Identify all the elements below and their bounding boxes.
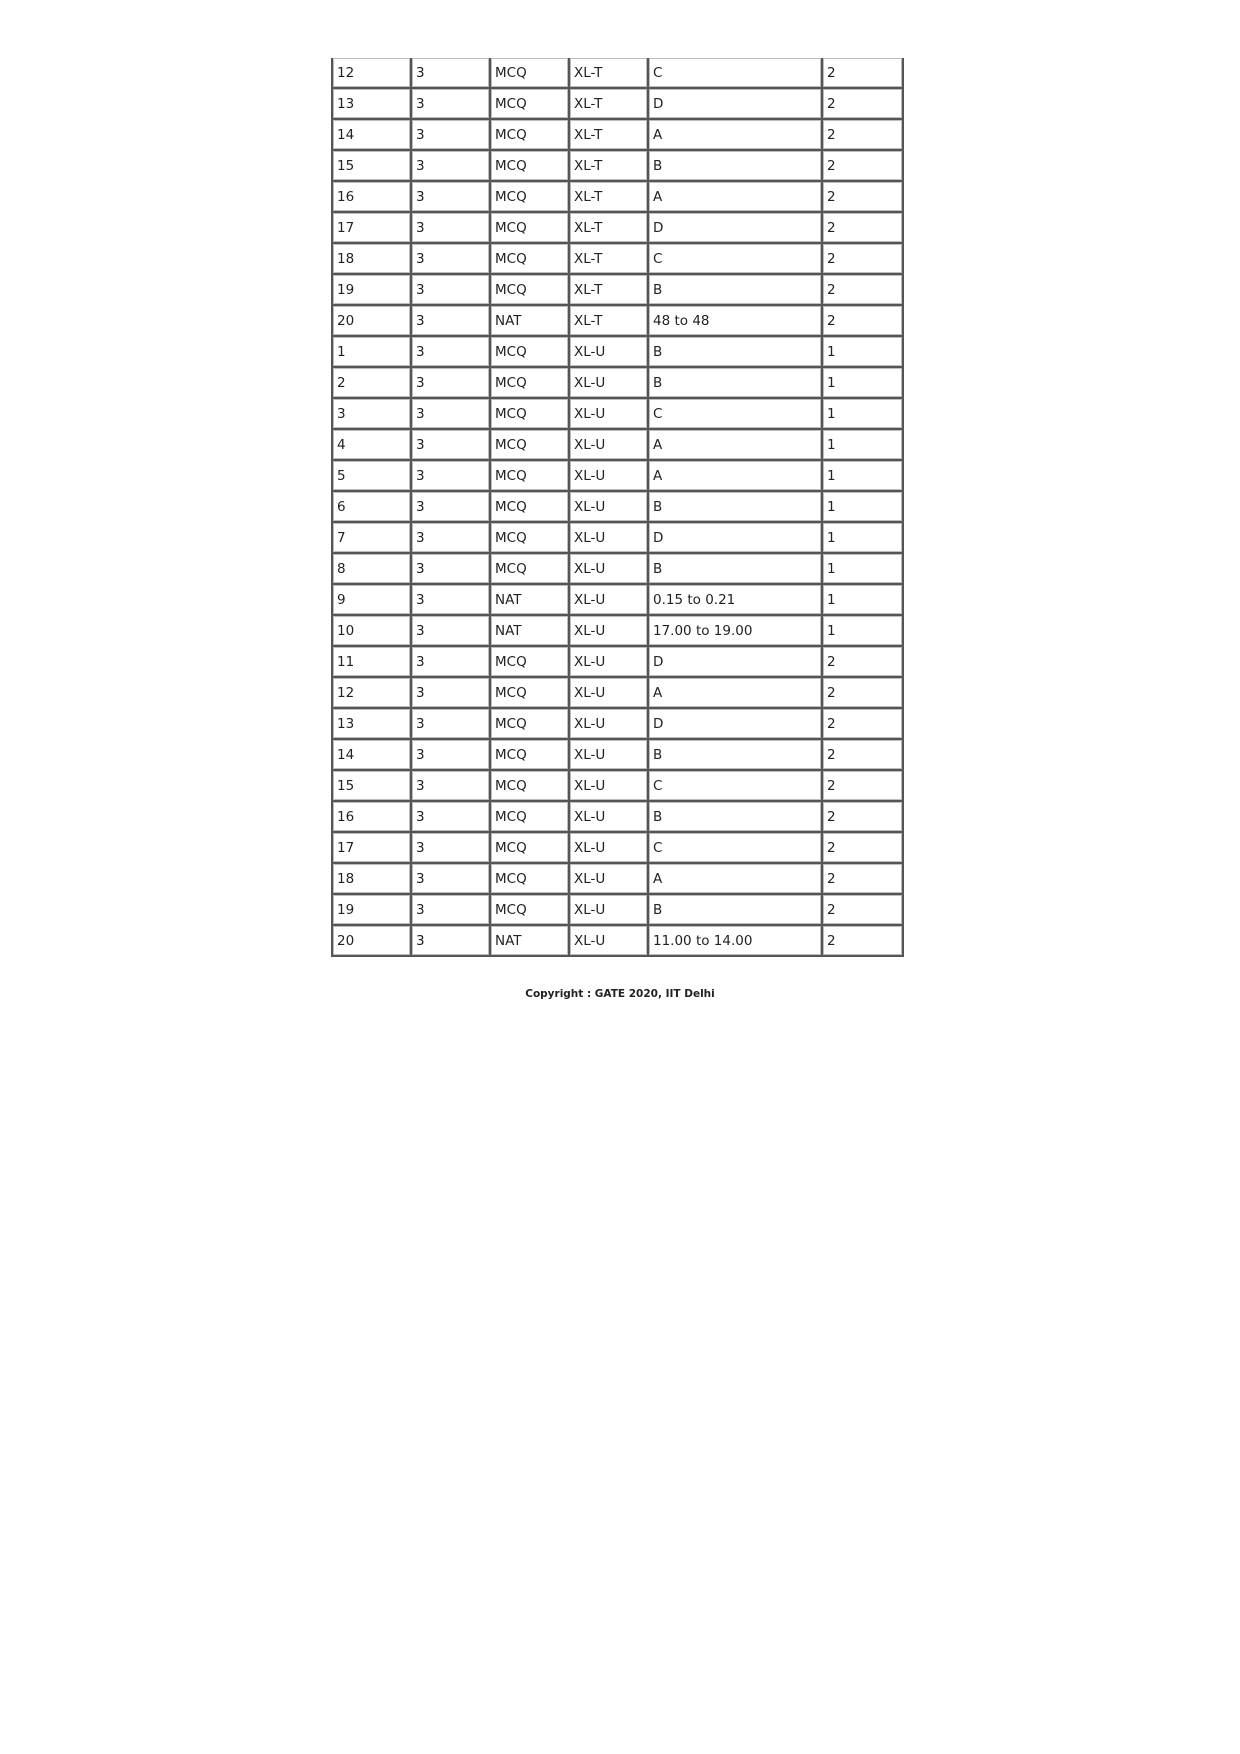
session-cell: 3: [411, 832, 490, 863]
answer-key-cell: 17.00 to 19.00: [648, 615, 822, 646]
session-cell: 3: [411, 615, 490, 646]
question-number-cell: 9: [332, 584, 411, 615]
question-number-cell: 10: [332, 615, 411, 646]
table-row: [332, 894, 903, 925]
table-row: [332, 832, 903, 863]
marks-cell: 2: [822, 832, 903, 863]
section-cell: XL-T: [569, 181, 648, 212]
table-row: [332, 181, 903, 212]
question-number-cell: 14: [332, 119, 411, 150]
table-row: [332, 615, 903, 646]
session-cell: 3: [411, 522, 490, 553]
section-cell: XL-U: [569, 429, 648, 460]
marks-cell: 1: [822, 429, 903, 460]
question-type-cell: MCQ: [490, 58, 569, 88]
table-row: [332, 367, 903, 398]
session-cell: 3: [411, 429, 490, 460]
marks-cell: 1: [822, 367, 903, 398]
table-row: [332, 58, 903, 88]
session-cell: 3: [411, 398, 490, 429]
answer-key-cell: D: [648, 212, 822, 243]
answer-key-cell: B: [648, 553, 822, 584]
marks-cell: 2: [822, 801, 903, 832]
answer-key-cell: C: [648, 58, 822, 88]
question-number-cell: 15: [332, 770, 411, 801]
session-cell: 3: [411, 863, 490, 894]
answer-key-cell: 48 to 48: [648, 305, 822, 336]
session-cell: 3: [411, 336, 490, 367]
table-row: [332, 708, 903, 739]
table-row: [332, 243, 903, 274]
question-number-cell: 19: [332, 274, 411, 305]
table-row: [332, 274, 903, 305]
section-cell: XL-U: [569, 491, 648, 522]
marks-cell: 2: [822, 677, 903, 708]
question-number-cell: 1: [332, 336, 411, 367]
question-number-cell: 17: [332, 832, 411, 863]
question-type-cell: NAT: [490, 925, 569, 956]
question-type-cell: MCQ: [490, 708, 569, 739]
section-cell: XL-T: [569, 212, 648, 243]
question-number-cell: 20: [332, 925, 411, 956]
marks-cell: 2: [822, 770, 903, 801]
question-number-cell: 6: [332, 491, 411, 522]
section-cell: XL-U: [569, 832, 648, 863]
answer-key-cell: B: [648, 491, 822, 522]
session-cell: 3: [411, 243, 490, 274]
session-cell: 3: [411, 212, 490, 243]
question-number-cell: 13: [332, 88, 411, 119]
section-cell: XL-T: [569, 274, 648, 305]
section-cell: XL-U: [569, 584, 648, 615]
section-cell: XL-U: [569, 367, 648, 398]
marks-cell: 2: [822, 305, 903, 336]
table-row: [332, 553, 903, 584]
question-type-cell: MCQ: [490, 398, 569, 429]
marks-cell: 2: [822, 646, 903, 677]
marks-cell: 1: [822, 491, 903, 522]
question-number-cell: 5: [332, 460, 411, 491]
session-cell: 3: [411, 181, 490, 212]
question-type-cell: MCQ: [490, 894, 569, 925]
marks-cell: 1: [822, 553, 903, 584]
session-cell: 3: [411, 646, 490, 677]
section-cell: XL-U: [569, 646, 648, 677]
table-row: [332, 336, 903, 367]
question-number-cell: 20: [332, 305, 411, 336]
answer-key-cell: B: [648, 801, 822, 832]
session-cell: 3: [411, 88, 490, 119]
question-type-cell: MCQ: [490, 274, 569, 305]
session-cell: 3: [411, 708, 490, 739]
section-cell: XL-U: [569, 863, 648, 894]
session-cell: 3: [411, 553, 490, 584]
question-type-cell: MCQ: [490, 243, 569, 274]
session-cell: 3: [411, 491, 490, 522]
table-row: [332, 522, 903, 553]
session-cell: 3: [411, 119, 490, 150]
section-cell: XL-U: [569, 615, 648, 646]
table-row: [332, 925, 903, 956]
question-number-cell: 15: [332, 150, 411, 181]
section-cell: XL-U: [569, 398, 648, 429]
copyright-footer: Copyright : GATE 2020, IIT Delhi: [525, 988, 715, 1000]
marks-cell: 1: [822, 615, 903, 646]
question-type-cell: MCQ: [490, 336, 569, 367]
question-type-cell: NAT: [490, 584, 569, 615]
table-row: [332, 429, 903, 460]
table-row: [332, 863, 903, 894]
question-number-cell: 13: [332, 708, 411, 739]
answer-key-cell: A: [648, 677, 822, 708]
table-row: [332, 491, 903, 522]
answer-key-cell: D: [648, 708, 822, 739]
marks-cell: 2: [822, 708, 903, 739]
question-type-cell: MCQ: [490, 677, 569, 708]
table-row: [332, 305, 903, 336]
session-cell: 3: [411, 58, 490, 88]
question-type-cell: MCQ: [490, 88, 569, 119]
question-number-cell: 12: [332, 58, 411, 88]
question-type-cell: MCQ: [490, 119, 569, 150]
section-cell: XL-T: [569, 88, 648, 119]
question-type-cell: NAT: [490, 305, 569, 336]
question-type-cell: MCQ: [490, 646, 569, 677]
question-number-cell: 8: [332, 553, 411, 584]
session-cell: 3: [411, 305, 490, 336]
question-number-cell: 16: [332, 181, 411, 212]
table-row: [332, 646, 903, 677]
question-type-cell: MCQ: [490, 491, 569, 522]
table-row: [332, 119, 903, 150]
marks-cell: 2: [822, 181, 903, 212]
table-row: [332, 770, 903, 801]
answer-key-cell: D: [648, 88, 822, 119]
section-cell: XL-U: [569, 553, 648, 584]
section-cell: XL-T: [569, 58, 648, 88]
session-cell: 3: [411, 677, 490, 708]
marks-cell: 2: [822, 212, 903, 243]
answer-key-cell: A: [648, 181, 822, 212]
marks-cell: 2: [822, 925, 903, 956]
question-type-cell: MCQ: [490, 863, 569, 894]
answer-key-cell: C: [648, 398, 822, 429]
question-type-cell: MCQ: [490, 832, 569, 863]
section-cell: XL-T: [569, 150, 648, 181]
session-cell: 3: [411, 274, 490, 305]
marks-cell: 2: [822, 894, 903, 925]
answer-key-cell: B: [648, 894, 822, 925]
section-cell: XL-T: [569, 119, 648, 150]
section-cell: XL-T: [569, 243, 648, 274]
answer-key-cell: B: [648, 739, 822, 770]
question-number-cell: 11: [332, 646, 411, 677]
marks-cell: 2: [822, 863, 903, 894]
answer-key-cell: B: [648, 367, 822, 398]
session-cell: 3: [411, 925, 490, 956]
question-type-cell: MCQ: [490, 801, 569, 832]
answer-key-table: [331, 58, 904, 957]
answer-key-cell: C: [648, 770, 822, 801]
answer-key-table-body: [332, 58, 903, 956]
question-type-cell: MCQ: [490, 553, 569, 584]
question-number-cell: 19: [332, 894, 411, 925]
table-row: [332, 88, 903, 119]
answer-key-cell: C: [648, 832, 822, 863]
question-type-cell: MCQ: [490, 460, 569, 491]
answer-key-cell: D: [648, 522, 822, 553]
table-row: [332, 677, 903, 708]
answer-key-cell: B: [648, 336, 822, 367]
question-type-cell: MCQ: [490, 770, 569, 801]
table-row: [332, 739, 903, 770]
marks-cell: 2: [822, 119, 903, 150]
table-row: [332, 212, 903, 243]
session-cell: 3: [411, 460, 490, 491]
session-cell: 3: [411, 739, 490, 770]
section-cell: XL-U: [569, 708, 648, 739]
session-cell: 3: [411, 150, 490, 181]
question-number-cell: 7: [332, 522, 411, 553]
section-cell: XL-U: [569, 925, 648, 956]
question-number-cell: 14: [332, 739, 411, 770]
question-number-cell: 18: [332, 243, 411, 274]
question-type-cell: MCQ: [490, 212, 569, 243]
answer-key-cell: A: [648, 863, 822, 894]
question-number-cell: 18: [332, 863, 411, 894]
answer-key-cell: B: [648, 150, 822, 181]
question-number-cell: 16: [332, 801, 411, 832]
session-cell: 3: [411, 770, 490, 801]
question-number-cell: 12: [332, 677, 411, 708]
section-cell: XL-U: [569, 801, 648, 832]
marks-cell: 1: [822, 522, 903, 553]
answer-key-cell: D: [648, 646, 822, 677]
marks-cell: 2: [822, 88, 903, 119]
marks-cell: 1: [822, 584, 903, 615]
marks-cell: 2: [822, 274, 903, 305]
marks-cell: 2: [822, 739, 903, 770]
answer-key-cell: A: [648, 429, 822, 460]
question-type-cell: NAT: [490, 615, 569, 646]
marks-cell: 1: [822, 336, 903, 367]
question-type-cell: MCQ: [490, 181, 569, 212]
table-row: [332, 460, 903, 491]
marks-cell: 1: [822, 398, 903, 429]
question-type-cell: MCQ: [490, 150, 569, 181]
session-cell: 3: [411, 801, 490, 832]
table-row: [332, 150, 903, 181]
section-cell: XL-T: [569, 305, 648, 336]
session-cell: 3: [411, 367, 490, 398]
section-cell: XL-U: [569, 770, 648, 801]
question-number-cell: 17: [332, 212, 411, 243]
session-cell: 3: [411, 584, 490, 615]
section-cell: XL-U: [569, 522, 648, 553]
marks-cell: 1: [822, 460, 903, 491]
marks-cell: 2: [822, 150, 903, 181]
section-cell: XL-U: [569, 677, 648, 708]
question-type-cell: MCQ: [490, 429, 569, 460]
answer-key-cell: A: [648, 119, 822, 150]
session-cell: 3: [411, 894, 490, 925]
section-cell: XL-U: [569, 460, 648, 491]
section-cell: XL-U: [569, 894, 648, 925]
answer-key-cell: 0.15 to 0.21: [648, 584, 822, 615]
question-number-cell: 4: [332, 429, 411, 460]
question-type-cell: MCQ: [490, 522, 569, 553]
section-cell: XL-U: [569, 336, 648, 367]
table-row: [332, 398, 903, 429]
table-row: [332, 801, 903, 832]
marks-cell: 2: [822, 58, 903, 88]
section-cell: XL-U: [569, 739, 648, 770]
question-number-cell: 3: [332, 398, 411, 429]
question-number-cell: 2: [332, 367, 411, 398]
question-type-cell: MCQ: [490, 367, 569, 398]
answer-key-cell: 11.00 to 14.00: [648, 925, 822, 956]
answer-key-cell: A: [648, 460, 822, 491]
answer-key-cell: B: [648, 274, 822, 305]
answer-key-cell: C: [648, 243, 822, 274]
question-type-cell: MCQ: [490, 739, 569, 770]
marks-cell: 2: [822, 243, 903, 274]
table-row: [332, 584, 903, 615]
